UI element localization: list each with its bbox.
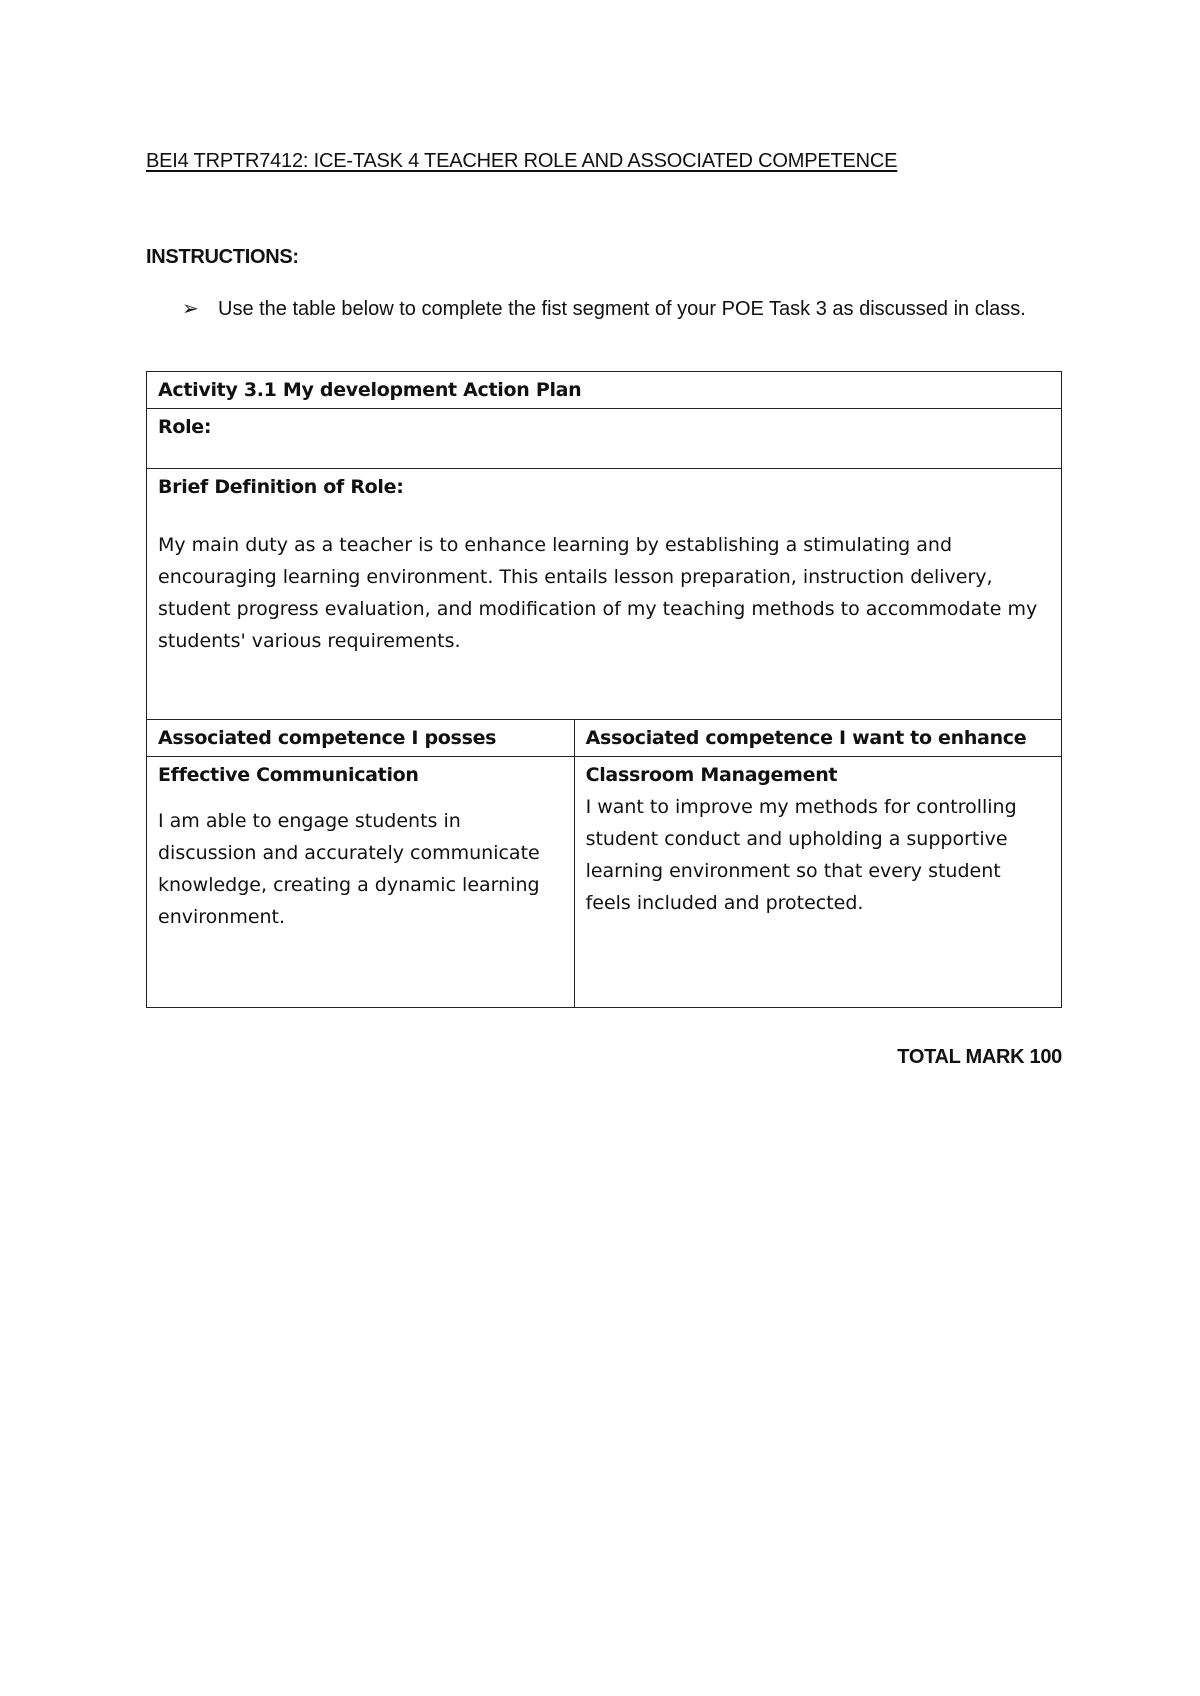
table-row — [147, 720, 1062, 757]
action-plan-table — [146, 371, 1062, 1008]
document-title: BEI4 TRPTR7412: ICE-TASK 4 TEACHER ROLE AND ASSOCIATED COMPETENCE — [146, 150, 898, 172]
possessed-competence-heading: Effective Communication — [158, 764, 419, 786]
table-row — [147, 469, 1062, 720]
column-header-possessed: Associated competence I posses — [147, 720, 575, 757]
total-mark: TOTAL MARK 100 — [897, 1046, 1062, 1068]
column-header-enhance: Associated competence I want to enhance — [574, 720, 1061, 757]
possessed-competence-cell — [147, 757, 575, 1008]
definition-label: Brief Definition of Role: — [158, 476, 404, 498]
arrow-bullet-icon: ➢ — [182, 298, 199, 320]
activity-title: Activity 3.1 My development Action Plan — [147, 372, 1062, 409]
table-row — [147, 409, 1062, 469]
enhance-competence-cell — [574, 757, 1061, 1008]
enhance-competence-heading: Classroom Management — [585, 764, 838, 786]
enhance-competence-text: I want to improve my methods for controlling student conduct and upholding a supportive learning environment so that every student feels included and protected. — [585, 796, 1017, 914]
instructions-heading: INSTRUCTIONS: — [146, 246, 299, 268]
table-row — [147, 372, 1062, 409]
instruction-text: Use the table below to complete the fist segment of your POE Task 3 as discussed in class. — [218, 298, 1026, 320]
definition-cell — [147, 469, 1062, 720]
role-label: Role: — [147, 409, 1062, 469]
definition-text: My main duty as a teacher is to enhance learning by establishing a stimulating and encouraging learning environment. This entails lesson preparation, instruction delivery, student progress evaluation, and modification of my teaching methods to accommodate my students' various requirements. — [158, 534, 1038, 652]
instruction-list-item — [182, 293, 1062, 325]
possessed-competence-text: I am able to engage students in discussion and accurately communicate knowledge, creating a dynamic learning environment. — [158, 810, 540, 928]
table-row — [147, 757, 1062, 1008]
